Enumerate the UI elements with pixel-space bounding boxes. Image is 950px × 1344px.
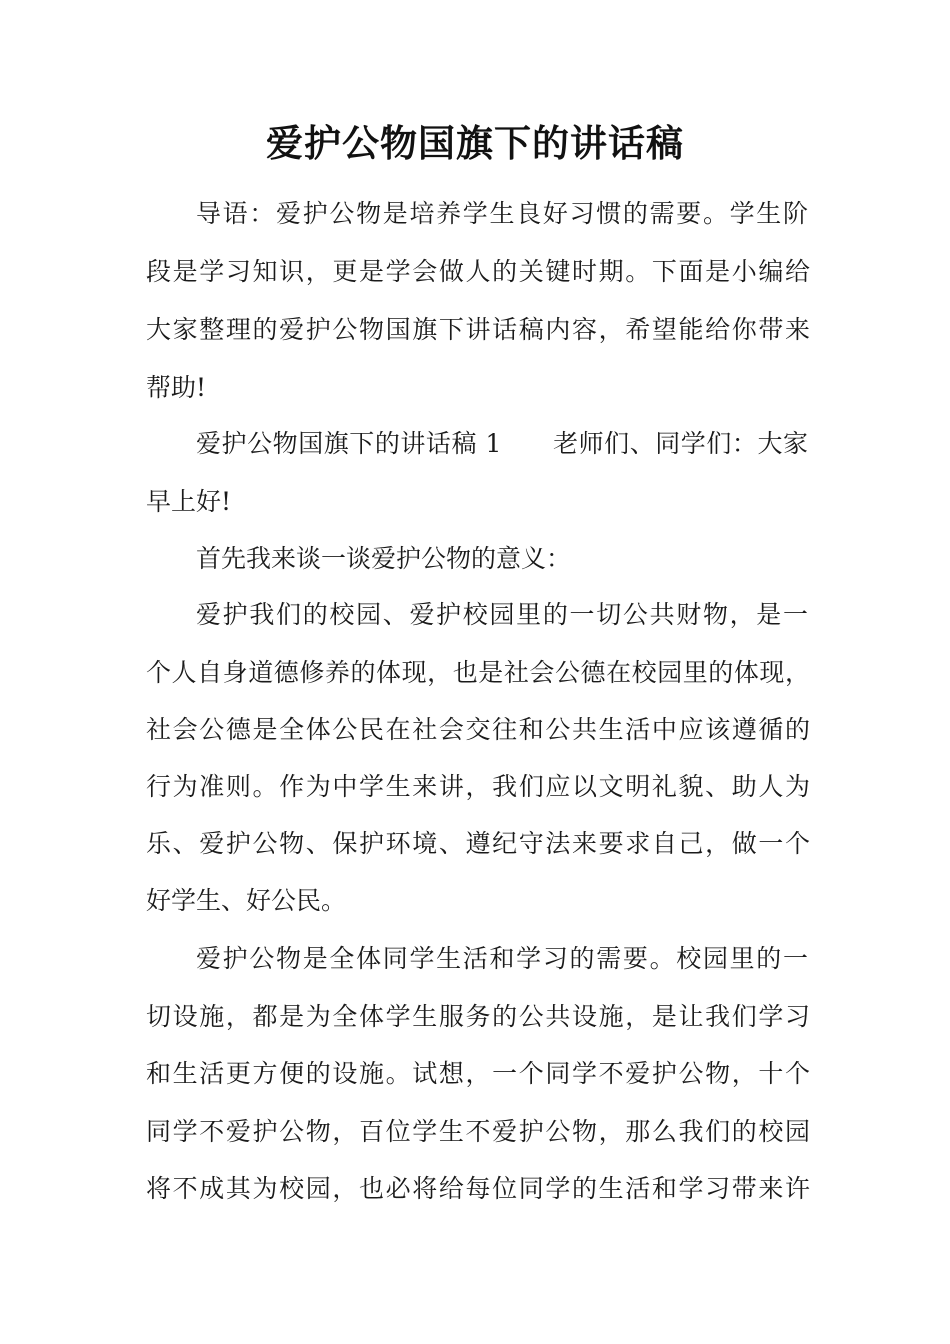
paragraph-line: 个人自身道德修养的体现，也是社会公德在校园里的体现， (146, 658, 810, 687)
paragraph-line: 爱护公物国旗下的讲话稿 1 老师们、同学们：大家 (196, 429, 808, 458)
paragraph-line: 段是学习知识，更是学会做人的关键时期。下面是小编给 (146, 257, 810, 286)
paragraph-line: 和生活更方便的设施。试想，一个同学不爱护公物，十个 (146, 1059, 810, 1088)
paragraph-line: 乐、爱护公物、保护环境、遵纪守法来要求自己，做一个 (146, 829, 810, 858)
paragraph-line: 同学不爱护公物，百位学生不爱护公物，那么我们的校园 (146, 1117, 810, 1146)
paragraph-line: 首先我来谈一谈爱护公物的意义： (196, 544, 572, 573)
paragraph-line: 好学生、好公民。 (146, 886, 347, 915)
paragraph-line: 早上好! (146, 487, 232, 516)
paragraph-line: 爱护公物是全体同学生活和学习的需要。校园里的一 (196, 944, 808, 973)
paragraph-line: 社会公德是全体公民在社会交往和公共生活中应该遵循的 (146, 715, 810, 744)
paragraph-line: 大家整理的爱护公物国旗下讲话稿内容，希望能给你带来 (146, 315, 810, 344)
paragraph-line: 行为准则。作为中学生来讲，我们应以文明礼貌、助人为 (146, 772, 810, 801)
paragraph-line: 爱护我们的校园、爱护校园里的一切公共财物，是一 (196, 600, 808, 629)
paragraph-line: 帮助! (146, 373, 207, 402)
document-title: 爱护公物国旗下的讲话稿 (266, 122, 684, 165)
paragraph-line: 导语：爱护公物是培养学生良好习惯的需要。学生阶 (196, 199, 808, 228)
paragraph-line: 将不成其为校园，也必将给每位同学的生活和学习带来许 (146, 1174, 810, 1203)
paragraph-line: 切设施，都是为全体学生服务的公共设施，是让我们学习 (146, 1002, 810, 1031)
